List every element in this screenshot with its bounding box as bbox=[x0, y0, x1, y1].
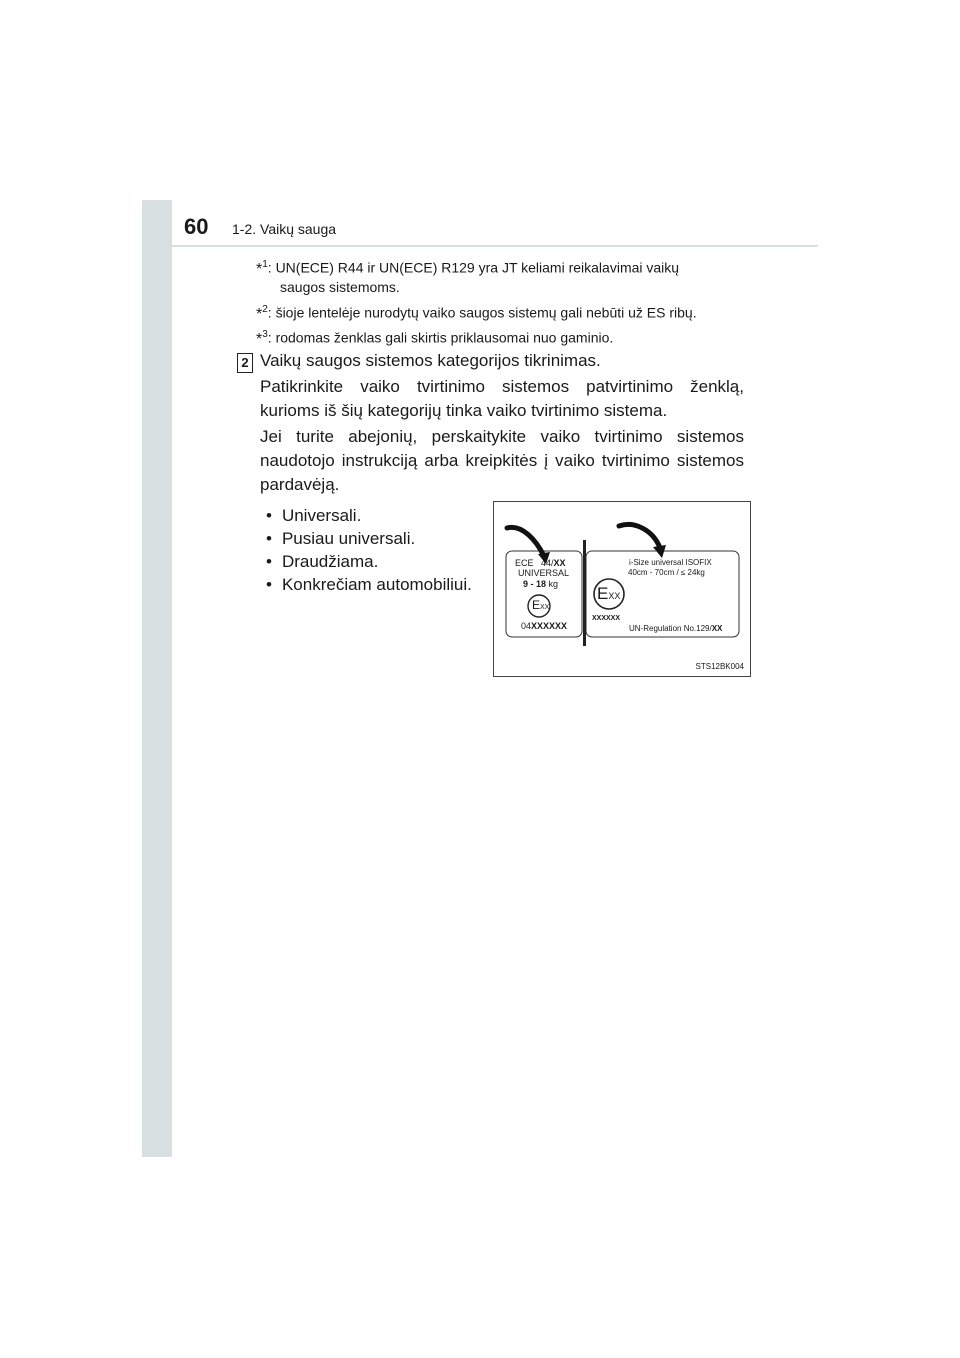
approval-label-figure bbox=[493, 501, 751, 677]
step-title: Vaikų saugos sistemos kategorijos tikrinimas. bbox=[260, 351, 601, 370]
footnote-mark: * bbox=[256, 305, 263, 323]
footnote-1 bbox=[256, 255, 746, 297]
regulation-suffix: XX bbox=[711, 624, 723, 633]
category-item: • Konkrečiam automobiliui. bbox=[266, 573, 472, 596]
regulation-number: 44/ bbox=[541, 558, 554, 568]
approval-number bbox=[521, 621, 567, 632]
pointer-arrow-left bbox=[507, 527, 544, 556]
footnote-text-continued: saugos sistemoms. bbox=[280, 278, 400, 295]
section-title: 1-2. Vaikų sauga bbox=[232, 221, 337, 237]
side-band bbox=[142, 200, 172, 1157]
weight-range-value: 9 - 18 bbox=[523, 579, 547, 589]
e-mark-large bbox=[597, 585, 620, 605]
footnote-number: 2 bbox=[262, 304, 268, 315]
isofix-approval-number: XXXXXX bbox=[592, 615, 621, 622]
e-mark-letter: E bbox=[532, 598, 541, 612]
footnote-number: 1 bbox=[262, 259, 268, 270]
header-rule bbox=[172, 245, 818, 247]
divider-bar bbox=[583, 540, 586, 646]
universal-text: UNIVERSAL bbox=[518, 568, 570, 578]
footnote-3 bbox=[256, 325, 746, 348]
isofix-title: i-Size universal ISOFIX bbox=[629, 558, 712, 567]
weight-range bbox=[523, 579, 558, 590]
e-mark-country: XX bbox=[608, 591, 621, 601]
e-mark-country: XX bbox=[540, 604, 550, 611]
footnote-2 bbox=[256, 300, 746, 323]
figure-code: STS12BK004 bbox=[695, 662, 744, 671]
advice-paragraph: Jei turite abejonių, perskaitykite vaiko tvirtinimo sistemos naudotojo instrukciją arba kreipkitės į vaiko tvirtinimo sistemos pardavėją. bbox=[260, 427, 744, 494]
category-list bbox=[266, 504, 472, 596]
weight-unit: kg bbox=[548, 579, 559, 589]
approval-prefix: 04 bbox=[521, 621, 532, 631]
category-item: • Universali. bbox=[266, 504, 472, 527]
footnote-number: 3 bbox=[262, 329, 268, 340]
page-number: 60 bbox=[184, 214, 209, 239]
footnote-mark: * bbox=[256, 260, 263, 278]
footnote-text: : rodomas ženklas gali skirtis priklausomai nuo gaminio. bbox=[267, 329, 614, 346]
pointer-arrow-right bbox=[619, 524, 660, 548]
step-badge: 2 bbox=[237, 353, 253, 373]
category-item: • Pusiau universali. bbox=[266, 527, 472, 550]
e-mark-small bbox=[532, 600, 549, 613]
regulation-suffix: XX bbox=[553, 558, 566, 568]
size-range: 40cm - 70cm / ≤ 24kg bbox=[628, 568, 705, 577]
instruction-paragraph: Patikrinkite vaiko tvirtinimo sistemos patvirtinimo ženklą, kurioms iš šių kategorijų tinka vaiko tvirtinimo sistema. bbox=[260, 377, 744, 420]
footnote-mark: * bbox=[256, 330, 263, 348]
e-mark-letter: E bbox=[597, 584, 609, 603]
footnote-text: : šioje lentelėje nurodytų vaiko saugos sistemų gali nebūti už ES ribų. bbox=[267, 304, 697, 321]
ece-text: ECE bbox=[515, 558, 534, 568]
regulation-text bbox=[629, 623, 722, 634]
category-item: • Draudžiama. bbox=[266, 550, 472, 573]
approval-digits: XXXXXX bbox=[531, 621, 568, 631]
footnote-text: : UN(ECE) R44 ir UN(ECE) R129 yra JT keliami reikalavimai vaikų bbox=[267, 259, 680, 276]
regulation-name: UN-Regulation No.129/ bbox=[629, 624, 712, 633]
